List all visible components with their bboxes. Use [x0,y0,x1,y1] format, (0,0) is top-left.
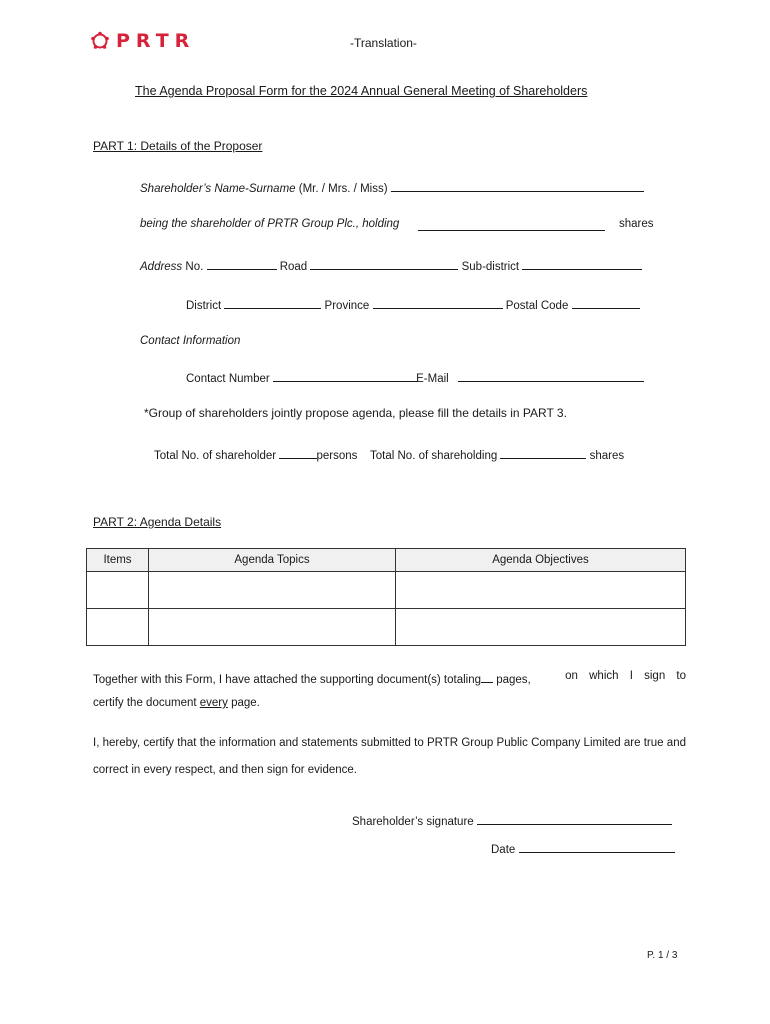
col-agenda-objectives: Agenda Objectives [396,549,686,572]
logo-mark-icon [90,31,110,51]
part1-heading: PART 1: Details of the Proposer [93,139,263,153]
shares-held-field[interactable] [418,218,605,231]
pages-count-field[interactable] [481,670,493,683]
form-title: The Agenda Proposal Form for the 2024 Annual General Meeting of Shareholders [135,84,588,98]
signature-row [352,812,672,828]
objective-cell[interactable] [396,609,686,646]
signature-label: Shareholder’s signature [352,816,474,828]
contact-heading: Contact Information [140,335,241,347]
item-cell[interactable] [87,609,149,646]
total-shareholding-label: Total No. of shareholding [370,450,498,462]
attach-text-3: on which I sign to [565,670,686,682]
topic-cell[interactable] [149,572,396,609]
objective-cell[interactable] [396,572,686,609]
date-label: Date [491,844,516,856]
postal-label: Postal Code [505,300,569,312]
contact-number-field[interactable] [273,369,417,382]
name-titles: (Mr. / Mrs. / Miss) [298,183,388,195]
house-no-field[interactable] [207,257,277,270]
group-note: *Group of shareholders jointly propose agenda, please fill the details in PART 3. [144,406,567,420]
contact-row [186,369,644,385]
no-label: No. [185,261,204,273]
shares2-label: shares [589,450,625,462]
page-number: P. 1 / 3 [647,950,678,961]
email-field[interactable] [458,369,644,382]
total-shareholder-field[interactable] [279,446,317,459]
holding-label: being the shareholder of PRTR Group Plc., holding [140,218,400,230]
attach-text-2: pages, [496,674,531,686]
address-row [140,257,642,273]
contact-number-label: Contact Number [186,373,270,385]
agenda-table [86,548,686,646]
total-shareholding-field[interactable] [500,446,586,459]
district-row [186,296,640,312]
email-label: E-Mail [416,373,449,385]
shares-label: shares [619,218,654,230]
district-field[interactable] [224,296,321,309]
col-items: Items [87,549,149,572]
totals-row [154,446,624,462]
translation-label: -Translation- [350,36,417,50]
subdistrict-label: Sub-district [461,261,520,273]
name-field[interactable] [391,179,644,192]
attach-text-5: page. [231,697,260,709]
logo-text: PRTR [116,30,196,52]
attach-every: every [199,697,228,709]
signature-field[interactable] [477,812,672,825]
item-cell[interactable] [87,572,149,609]
attach-text-1: Together with this Form, I have attached the supporting document(s) totaling [93,674,482,686]
name-label: Shareholder’s Name-Surname [140,183,296,195]
district-label: District [186,300,222,312]
postal-code-field[interactable] [572,296,640,309]
name-row [140,179,644,195]
attach-line-2 [93,697,260,709]
persons-label: persons [316,450,358,462]
address-label: Address [140,261,183,273]
attach-text-4: certify the document [93,697,197,709]
company-logo [90,30,195,52]
table-row [87,572,686,609]
subdistrict-field[interactable] [522,257,642,270]
road-label: Road [279,261,308,273]
province-field[interactable] [373,296,503,309]
part2-heading: PART 2: Agenda Details [93,515,222,529]
table-header-row [87,549,686,572]
table-row [87,609,686,646]
date-field[interactable] [519,840,675,853]
date-row [491,840,675,856]
certify-paragraph: I, hereby, certify that the information and statements submitted to PRTR Group Public Company Limited are true and correct in every respect, and then sign for evidence. [93,737,686,776]
topic-cell[interactable] [149,609,396,646]
col-agenda-topics: Agenda Topics [149,549,396,572]
total-shareholder-label: Total No. of shareholder [154,450,277,462]
province-label: Province [324,300,370,312]
road-field[interactable] [310,257,458,270]
attach-line-1 [93,670,686,686]
